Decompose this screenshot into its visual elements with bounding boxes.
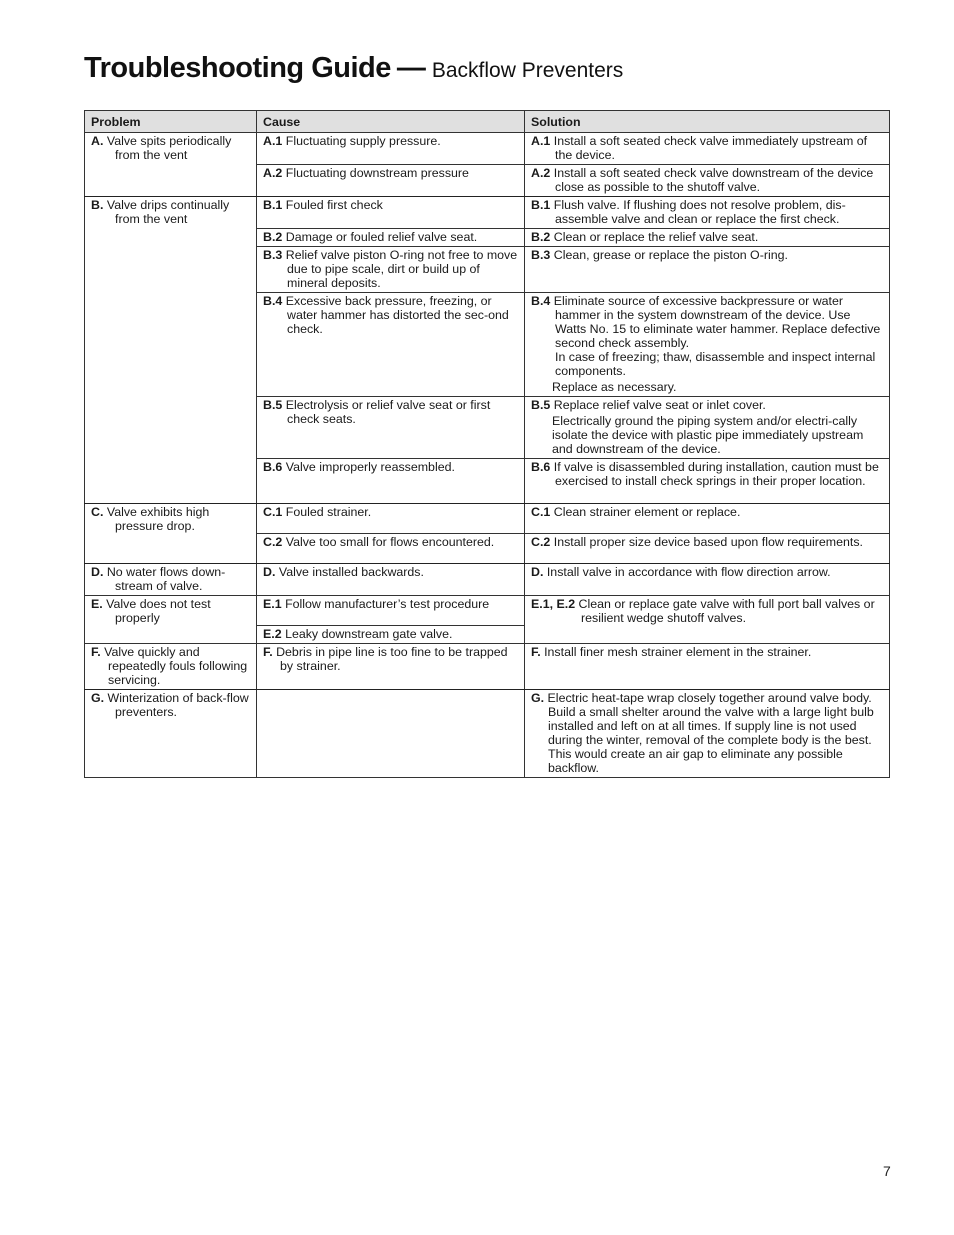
cause-cell <box>257 596 525 626</box>
page-title <box>84 52 623 85</box>
cause-c2: C.2 Valve too small for flows encountered. <box>263 535 495 549</box>
problem-cell <box>85 504 257 564</box>
table-row <box>85 596 890 626</box>
solution-cell <box>525 596 890 644</box>
page-number: 7 <box>883 1163 891 1179</box>
cause-b1: B.1 Fouled first check <box>263 198 383 212</box>
header-cause: Cause <box>257 111 525 133</box>
title-main: Troubleshooting Guide <box>84 52 391 84</box>
cause-cell <box>257 293 525 397</box>
problem-cell <box>85 596 257 644</box>
cause-a2: A.2 Fluctuating downstream pressure <box>263 166 469 180</box>
problem-a: A. Valve spits periodically from the vent <box>91 134 232 162</box>
cause-cell <box>257 534 525 564</box>
table-header-row <box>85 111 890 133</box>
cause-c1: C.1 Fouled strainer. <box>263 505 372 519</box>
solution-b4-replace: Replace as necessary. <box>552 380 677 394</box>
problem-f: F. Valve quickly and repeatedly fouls following servicing. <box>91 645 248 687</box>
cause-cell <box>257 397 525 459</box>
problem-c: C. Valve exhibits high pressure drop. <box>91 505 210 533</box>
solution-a2: A.2 Install a soft seated check valve downstream of the device close as possible to the shutoff valve. <box>531 166 874 194</box>
table-row <box>85 504 890 534</box>
solution-f: F. Install finer mesh strainer element in the strainer. <box>531 645 812 659</box>
problem-g: G. Winterization of back-flow preventers. <box>91 691 249 719</box>
solution-cell <box>525 229 890 247</box>
solution-b2: B.2 Clean or replace the relief valve seat. <box>531 230 759 244</box>
solution-cell <box>525 690 890 778</box>
solution-g: G. Electric heat-tape wrap closely together around valve body. Build a small shelter around the valve with a large light bulb installed and left on at all times. If supply line is not used during the winter, removal of the complete body is the best. This would create an air gap to eliminate any possible backflow. <box>531 691 874 775</box>
solution-cell <box>525 564 890 596</box>
solution-cell <box>525 293 890 397</box>
table-row <box>85 133 890 165</box>
solution-cell <box>525 534 890 564</box>
solution-cell <box>525 165 890 197</box>
solution-c1: C.1 Clean strainer element or replace. <box>531 505 741 519</box>
cause-f: F. Debris in pipe line is too fine to be trapped by strainer. <box>263 645 508 673</box>
cause-b3: B.3 Relief valve piston O-ring not free to move due to pipe scale, dirt or build up of mineral deposits. <box>263 248 518 290</box>
solution-b5: B.5 Replace relief valve seat or inlet cover. <box>531 398 766 412</box>
solution-a1: A.1 Install a soft seated check valve immediately upstream of the device. <box>531 134 868 162</box>
title-subtitle: Backflow Preventers <box>431 59 624 82</box>
table-row <box>85 644 890 690</box>
problem-cell <box>85 644 257 690</box>
table-row <box>85 197 890 229</box>
problem-cell <box>85 197 257 504</box>
cause-cell <box>257 133 525 165</box>
solution-cell <box>525 247 890 293</box>
cause-b6: B.6 Valve improperly reassembled. <box>263 460 455 474</box>
cause-b2: B.2 Damage or fouled relief valve seat. <box>263 230 478 244</box>
solution-cell <box>525 397 890 459</box>
cause-e1: E.1 Follow manufacturer’s test procedure <box>263 597 490 611</box>
cause-e2: E.2 Leaky downstream gate valve. <box>263 627 453 641</box>
solution-b4-freezing: In case of freezing; thaw, disassemble and inspect internal components. <box>555 350 876 378</box>
solution-cell <box>525 197 890 229</box>
header-problem: Problem <box>85 111 257 133</box>
solution-b3: B.3 Clean, grease or replace the piston O-ring. <box>531 248 788 262</box>
cause-cell <box>257 564 525 596</box>
problem-cell <box>85 564 257 596</box>
problem-d: D. No water flows down-stream of valve. <box>91 565 226 593</box>
problem-cell <box>85 690 257 778</box>
solution-b4: B.4 Eliminate source of excessive backpressure or water hammer in the system downstream of the device. Use Watts No. 15 to eliminate water hammer. Replace defective second check assembly. <box>531 294 881 350</box>
solution-b1: B.1 Flush valve. If flushing does not resolve problem, dis-assemble valve and clean or replace the first check. <box>531 198 846 226</box>
troubleshooting-table <box>84 110 890 778</box>
cause-cell <box>257 197 525 229</box>
cause-cell <box>257 229 525 247</box>
table-row <box>85 564 890 596</box>
cause-cell <box>257 504 525 534</box>
solution-cell <box>525 133 890 165</box>
cause-b5: B.5 Electrolysis or relief valve seat or first check seats. <box>263 398 491 426</box>
header-solution: Solution <box>525 111 890 133</box>
solution-b5-ground: Electrically ground the piping system and/or electri-cally isolate the device with plastic pipe immediately upstream and downstream of the device. <box>552 414 864 456</box>
title-dash: — <box>396 52 426 84</box>
solution-d: D. Install valve in accordance with flow direction arrow. <box>531 565 831 579</box>
solution-e: E.1, E.2 Clean or replace gate valve with full port ball valves or resilient wedge shutoff valves. <box>531 597 875 625</box>
solution-cell <box>525 504 890 534</box>
cause-cell <box>257 247 525 293</box>
cause-cell <box>257 165 525 197</box>
cause-cell <box>257 459 525 504</box>
cause-cell <box>257 644 525 690</box>
cause-a1: A.1 Fluctuating supply pressure. <box>263 134 441 148</box>
solution-cell <box>525 459 890 504</box>
solution-cell <box>525 644 890 690</box>
cause-d: D. Valve installed backwards. <box>263 565 424 579</box>
problem-cell <box>85 133 257 197</box>
cause-b4: B.4 Excessive back pressure, freezing, or water hammer has distorted the sec-ond check. <box>263 294 509 336</box>
cause-cell <box>257 626 525 644</box>
problem-e: E. Valve does not test properly <box>91 597 211 625</box>
cause-cell-empty <box>257 690 525 778</box>
solution-b6: B.6 If valve is disassembled during installation, caution must be exercised to install check springs in their proper location. <box>531 460 879 488</box>
problem-b: B. Valve drips continually from the vent <box>91 198 230 226</box>
solution-c2: C.2 Install proper size device based upon flow requirements. <box>531 535 863 549</box>
table-row <box>85 690 890 778</box>
